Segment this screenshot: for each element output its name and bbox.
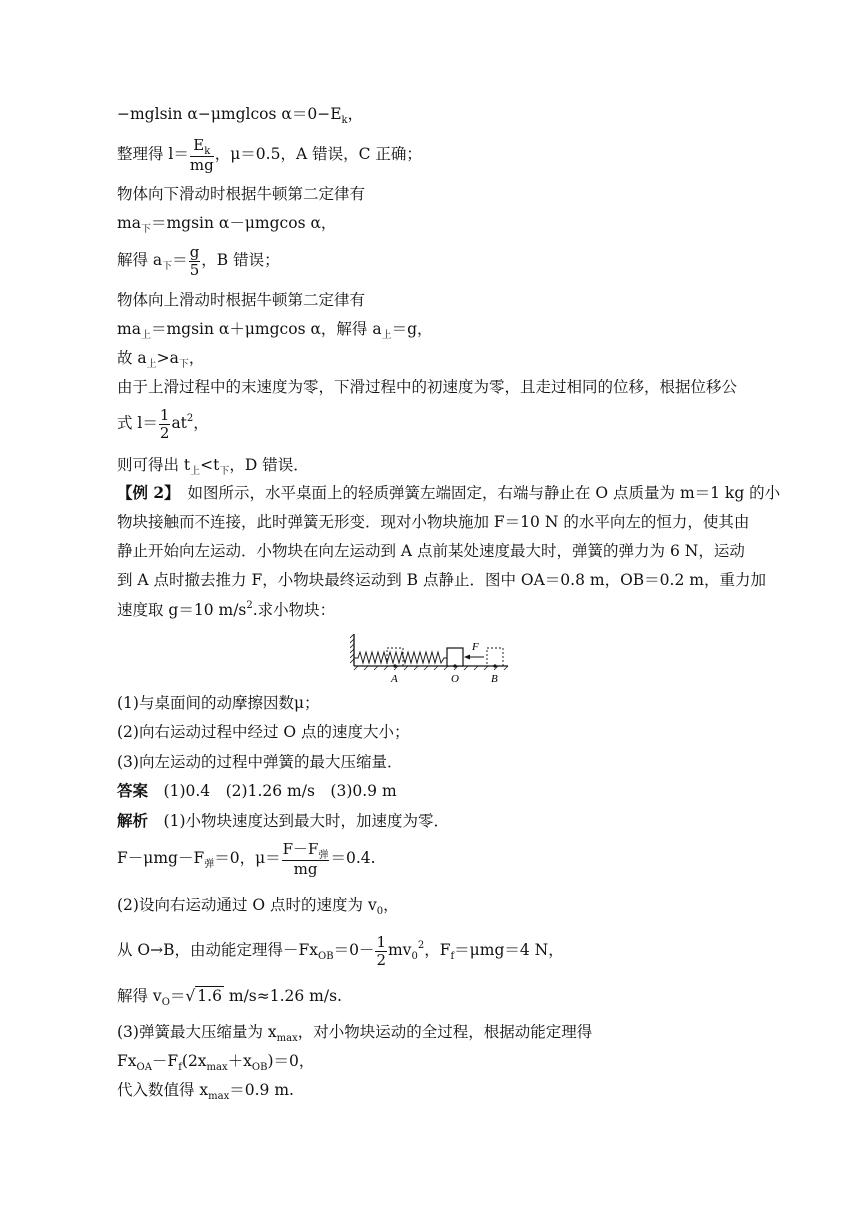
question-1: (1)与桌面间的动摩擦因数μ； (117, 694, 320, 712)
spring-block-figure (350, 630, 510, 685)
example-tag: 【例 2】 (117, 483, 172, 502)
question-2: (2)向右运动过程中经过 O 点的速度大小； (117, 723, 410, 741)
text-down-newton: 物体向下滑动时根据牛顿第二定律有 (117, 185, 366, 203)
result-a-down: 解得 $a_下=$ $\frac{g}{5}$ ，B 错误； (117, 242, 280, 279)
analysis-final: 代入数值得 $x_{max}=0.9$ m. (117, 1081, 294, 1102)
force-arrow-head (464, 655, 470, 660)
compare-accel: 故 $a_上>a_下$， (117, 349, 205, 370)
label-B: B (491, 673, 498, 685)
equation-up: $ma_上=mgsin$ α＋μmgcos α，解得 $a_上=g$， (117, 320, 433, 341)
analysis-label: 解析 (117, 811, 149, 830)
answer-label: 答案 (117, 781, 149, 800)
point-B (493, 664, 496, 667)
example-para-5: 速度取 g＝10 $m/s^2$.求小物块： (117, 600, 336, 619)
analysis-energy-OB: 从 O→B，由动能定理得$-Fx_{OB}=0-$ $\frac{1}{2}$ $mv_0^2$，$F_f=\mu mg=4$ N， (117, 932, 564, 969)
analysis-line-6: (3)弹簧最大压缩量为 $x_{max}$，对小物块运动的全过程，根据动能定理得 (117, 1023, 593, 1044)
example-para-1: 【例 2】 如图所示，水平桌面上的轻质弹簧左端固定，右端与静止在 O 点质量为 m＝1 kg 的小 (117, 483, 781, 502)
formula-displacement: 式 l＝ $\frac{1}{2}$ $at^2$， (117, 405, 209, 442)
label-F: F (472, 641, 479, 653)
block-O (447, 648, 463, 666)
analysis-line-1: 解析 (1)小物块速度达到最大时，加速度为零． (117, 811, 449, 830)
analysis-energy-full: $Fx_{OA}-F_f(2x_{max}+x_{OB})=0$， (117, 1052, 315, 1073)
example-para-3: 静止开始向左运动．小物块在向左运动到 A 点前某处速度最大时，弹簧的弹力为 6 N，运动 (117, 542, 745, 560)
text-up-newton: 物体向上滑动时根据牛顿第二定律有 (117, 291, 366, 309)
label-A: A (391, 673, 398, 685)
point-O (453, 664, 456, 667)
equation-down: $ma_下=mgsin$ α－μmgcos α， (117, 214, 337, 235)
equation-energy: −mglsin α−μmglcos $\alpha=0-E_k$， (117, 105, 364, 126)
dashed-block-B (487, 648, 503, 666)
text-displacement: 由于上滑过程中的末速度为零，下滑过程中的初速度为零，且走过相同的位移，根据位移公 (117, 378, 738, 396)
question-3: (3)向左运动的过程中弹簧的最大压缩量． (117, 753, 403, 771)
analysis-equation-mu: $F-\mu mg-F_弹=0$，μ＝ $\frac{F-F_弹}{mg}$ ＝0.4. (117, 839, 376, 878)
example-para-2: 物块接触而不连接，此时弹簧无形变．现对小物块施加 F＝10 N 的水平向左的恒力，使其由 (117, 513, 750, 531)
point-A (393, 664, 396, 667)
label-O: O (451, 673, 459, 685)
conclusion-time: 则可得出 $t_上<t_下$，D 错误． (117, 456, 309, 477)
example-para-4: 到 A 点时撤去推力 F，小物块最终运动到 B 点静止．图中 OA＝0.8 m，OB＝0.2 m，重力加 (117, 571, 766, 589)
spring (354, 652, 447, 663)
analysis-line-3: (2)设向右运动通过 O 点时的速度为 $v_0$， (117, 896, 399, 917)
answer-line: 答案 (1)0.4 (2)1.26 m/s (3)0.9 m (117, 781, 397, 800)
analysis-speed-result: 解得 $v_O=√$ 1.6 m/s≈1.26 m/s. (117, 987, 342, 1008)
result-l-mu: 整理得 l＝ $\frac{E_k}{mg}$ ，μ＝0.5，A 错误，C 正确； (117, 135, 422, 174)
